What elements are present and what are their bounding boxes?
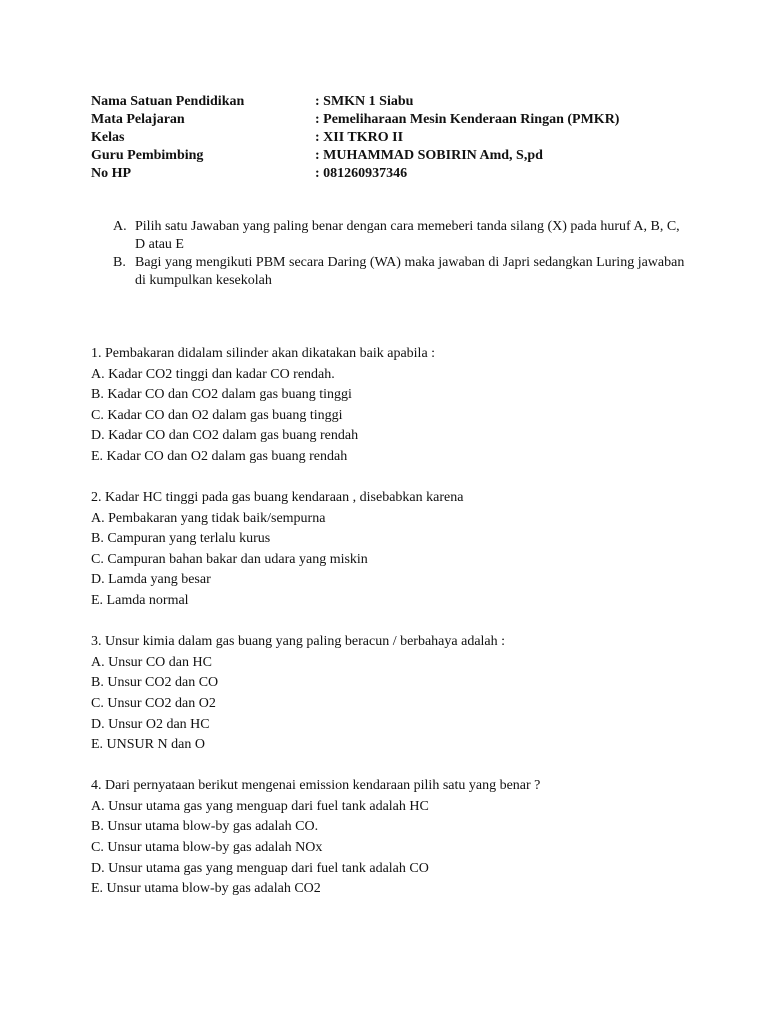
instruction-item xyxy=(113,218,688,254)
answer-option: E. Kadar CO dan O2 dalam gas buang rendah xyxy=(91,448,348,464)
header-info xyxy=(91,93,619,183)
header-row xyxy=(91,129,619,147)
header-row xyxy=(91,165,619,183)
answer-option: A. Unsur CO dan HC xyxy=(91,654,212,670)
header-value: : XII TKRO II xyxy=(315,130,404,145)
instruction-letter: B. xyxy=(113,255,126,270)
header-value: : Pemeliharaan Mesin Kenderaan Ringan (PMKR) xyxy=(315,112,620,127)
header-label: Kelas xyxy=(91,130,125,145)
header-value: : MUHAMMAD SOBIRIN Amd, S,pd xyxy=(315,148,543,163)
answer-option: D. Lamda yang besar xyxy=(91,572,211,588)
instructions-list xyxy=(113,218,688,290)
question-block xyxy=(91,776,711,900)
header-label: Guru Pembimbing xyxy=(91,148,204,163)
instruction-item xyxy=(113,254,688,290)
question-text: 3. Unsur kimia dalam gas buang yang paling beracun / berbahaya adalah : xyxy=(91,634,506,650)
header-label: No HP xyxy=(91,166,132,181)
answer-option: C. Unsur CO2 dan O2 xyxy=(91,695,216,711)
answer-option: E. Unsur utama blow-by gas adalah CO2 xyxy=(91,881,321,897)
answer-option: B. Unsur utama blow-by gas adalah CO. xyxy=(91,819,319,835)
header-value: : SMKN 1 Siabu xyxy=(315,94,414,109)
answer-option: D. Unsur utama gas yang menguap dari fuel tank adalah CO xyxy=(91,860,429,876)
question-list xyxy=(91,344,711,920)
answer-option: E. UNSUR N dan O xyxy=(91,737,205,753)
question-text: 4. Dari pernyataan berikut mengenai emission kendaraan pilih satu yang benar ? xyxy=(91,778,541,794)
answer-option: E. Lamda normal xyxy=(91,593,189,609)
question-text: 2. Kadar HC tinggi pada gas buang kendaraan , disebabkan karena xyxy=(91,490,464,506)
header-row xyxy=(91,111,619,129)
header-value: : 081260937346 xyxy=(315,166,408,181)
question-text: 1. Pembakaran didalam silinder akan dikatakan baik apabila : xyxy=(91,346,436,361)
question-block xyxy=(91,344,711,468)
answer-option: D. Unsur O2 dan HC xyxy=(91,716,210,732)
answer-option: A. Kadar CO2 tinggi dan kadar CO rendah. xyxy=(91,366,335,382)
answer-option: C. Campuran bahan bakar dan udara yang miskin xyxy=(91,551,368,567)
answer-option: A. Unsur utama gas yang menguap dari fuel tank adalah HC xyxy=(91,798,429,814)
answer-option: B. Kadar CO dan CO2 dalam gas buang tinggi xyxy=(91,387,352,403)
answer-option: B. Unsur CO2 dan CO xyxy=(91,675,219,691)
instruction-letter: A. xyxy=(113,219,127,234)
question-block xyxy=(91,488,711,612)
answer-option: D. Kadar CO dan CO2 dalam gas buang rendah xyxy=(91,428,359,444)
answer-option: A. Pembakaran yang tidak baik/sempurna xyxy=(91,510,326,526)
answer-option: C. Kadar CO dan O2 dalam gas buang tinggi xyxy=(91,407,343,423)
header-row xyxy=(91,93,619,111)
header-label: Nama Satuan Pendidikan xyxy=(91,94,245,109)
header-label: Mata Pelajaran xyxy=(91,112,185,127)
answer-option: C. Unsur utama blow-by gas adalah NOx xyxy=(91,839,323,855)
instruction-text: Bagi yang mengikuti PBM secara Daring (WA) maka jawaban di Japri sedangkan Luring jawaban di kumpulkan kesekolah xyxy=(135,255,685,288)
instruction-text: Pilih satu Jawaban yang paling benar dengan cara memeberi tanda silang (X) pada huruf A, B, C, D atau E xyxy=(135,219,680,252)
answer-option: B. Campuran yang terlalu kurus xyxy=(91,531,271,547)
question-block xyxy=(91,632,711,756)
header-row xyxy=(91,147,619,165)
